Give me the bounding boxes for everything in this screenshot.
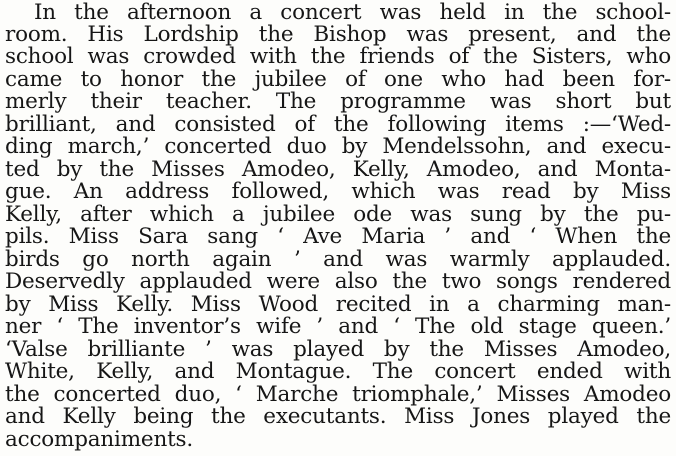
article-line: accompaniments.: [5, 427, 194, 452]
article-line: school was crowded with the friends of the Sisters, who: [5, 44, 671, 69]
article-line: ted by the Misses Amodeo, Kelly, Amodeo, and Monta-: [5, 157, 671, 182]
article-line: White, Kelly, and Montague. The concert ended with: [5, 359, 671, 384]
article-line: gue. An address followed, which was read by Miss: [5, 179, 671, 204]
article-line: Kelly, after which a jubilee ode was sung by the pu-: [5, 202, 671, 227]
article-line: merly their teacher. The programme was short but: [5, 89, 671, 114]
article-line: and Kelly being the executants. Miss Jones played the: [5, 404, 671, 429]
article-line: Deservedly applauded were also the two songs rendered: [5, 269, 671, 294]
article-line: ding march,’ concerted duo by Mendelssohn, and execu-: [5, 134, 671, 159]
article-line: came to honor the jubilee of one who had been for-: [5, 67, 671, 92]
article-line: pils. Miss Sara sang ‘ Ave Maria ’ and ‘ When the: [5, 224, 671, 249]
article-line: brilliant, and consisted of the following items :—‘Wed-: [5, 112, 671, 137]
article-line: the concerted duo, ‘ Marche triomphale,’ Misses Amodeo: [5, 382, 671, 407]
article-line: room. His Lordship the Bishop was present, and the: [5, 22, 671, 47]
article-line: ner ‘ The inventor’s wife ’ and ‘ The old stage queen.’: [5, 314, 671, 339]
article-line: ‘Valse brilliante ’ was played by the Misses Amodeo,: [5, 337, 671, 362]
article-line: birds go north again ’ and was warmly applauded.: [5, 247, 671, 272]
article-line: In the afternoon a concert was held in the school-: [34, 0, 671, 25]
article-line: by Miss Kelly. Miss Wood recited in a charming man-: [5, 292, 671, 317]
